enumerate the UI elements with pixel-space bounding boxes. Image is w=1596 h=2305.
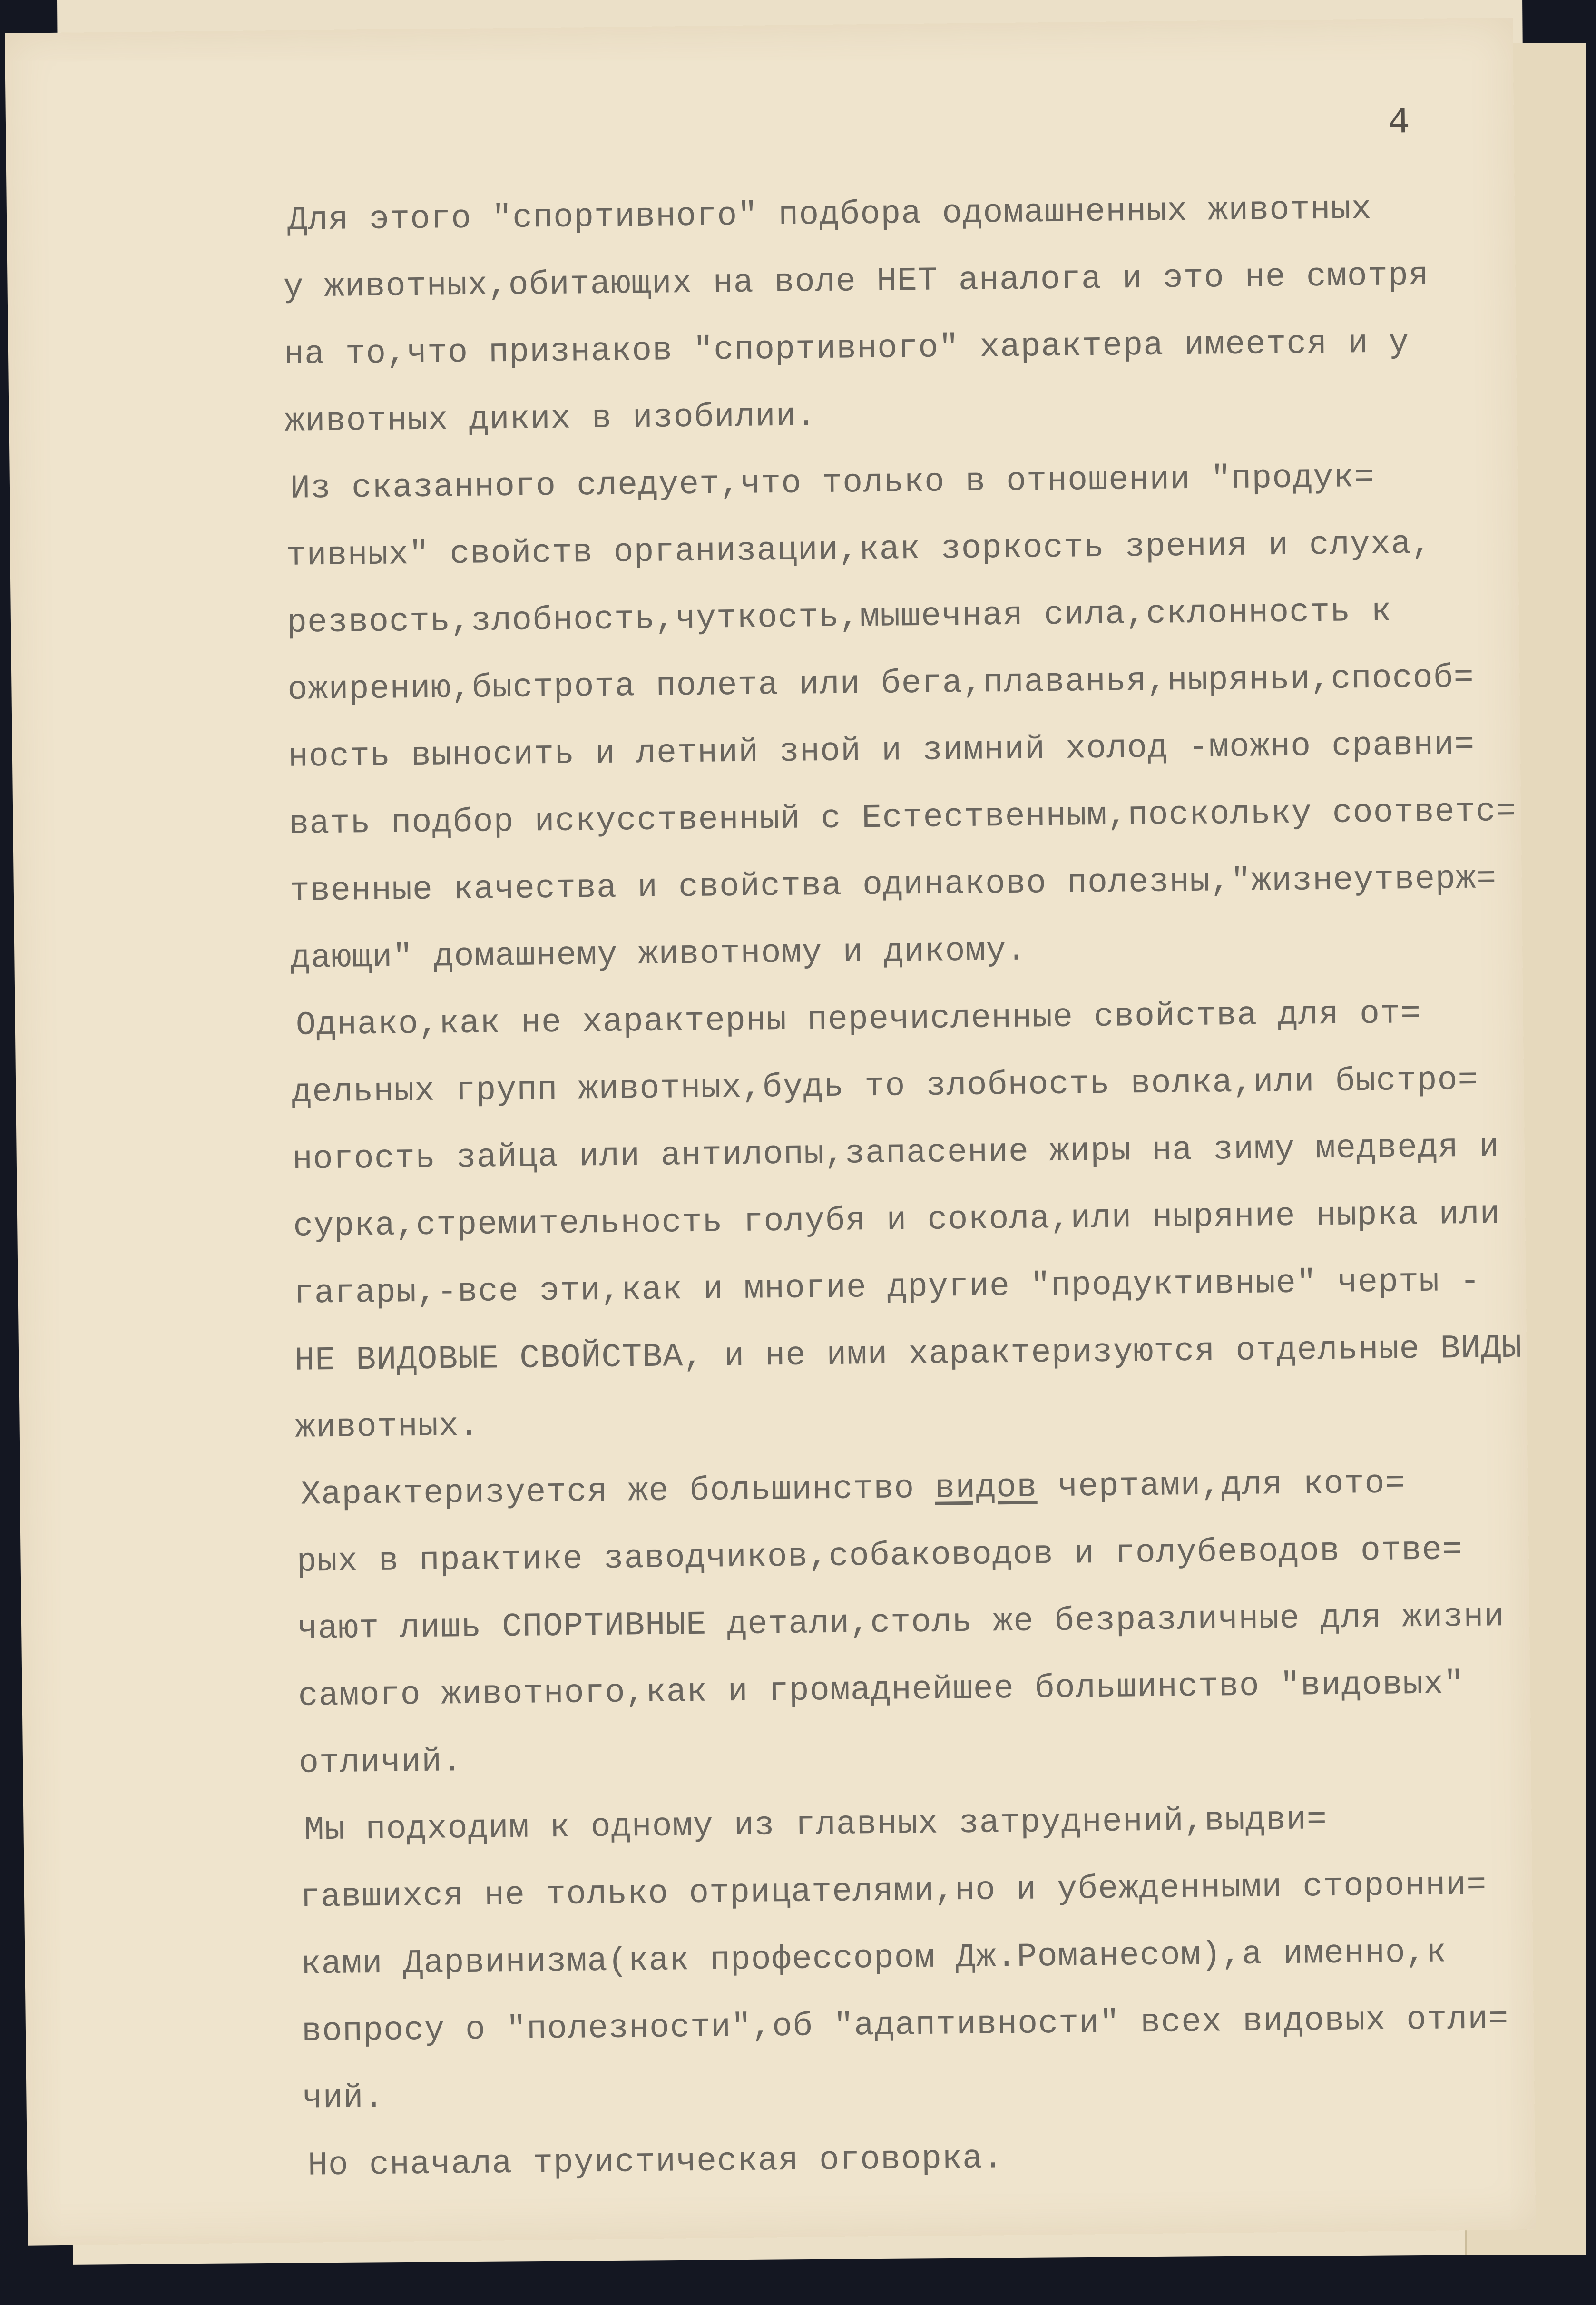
page-number: 4 bbox=[1387, 102, 1410, 144]
text-line: ногость зайца или антилопы,запасение жиры на зиму медведя и bbox=[292, 1128, 1500, 1179]
text-line: вать подбор искусственный с Естественным,поскольку соответс= bbox=[289, 793, 1517, 844]
text-line: гавшихся не только отрицателями,но и убежденными сторонни= bbox=[300, 1866, 1487, 1917]
text-line: Но сначала труистическая оговорка. bbox=[307, 2140, 1004, 2185]
text-line: рых в практике заводчиков,собаководов и голубеводов отве= bbox=[296, 1531, 1463, 1581]
line-end: чертами,для кото= bbox=[1037, 1465, 1406, 1507]
text-line: самого животного,как и громаднейшее большинство "видовых" bbox=[298, 1666, 1465, 1716]
text-line: дающи" домашнему животному и дикому. bbox=[290, 932, 1027, 978]
text-line: Однако,как не характерны перечисленные свойства для от= bbox=[295, 995, 1421, 1045]
line-start: Характеризуется же большинство bbox=[300, 1470, 935, 1514]
text-line: тивных" свойств организации,как зоркость зрения и слуха, bbox=[286, 525, 1432, 575]
paragraph-3 bbox=[291, 979, 1566, 1462]
paragraph-4 bbox=[296, 1449, 1569, 1797]
text-line: сурка,стремительность голубя и сокола,или ныряние нырка или bbox=[293, 1196, 1500, 1246]
text-line: на то,что признаков "спортивного" характера имеется и у bbox=[284, 324, 1410, 374]
underlined-word: видов bbox=[934, 1469, 1038, 1508]
text-line: вопросу о "полезности",об "адаптивности" всех видовых отли= bbox=[301, 2001, 1509, 2051]
text-line: отличий. bbox=[298, 1743, 463, 1783]
text-line: Из сказанного следует,что только в отношении "продук= bbox=[290, 459, 1375, 508]
text-line: чают лишь СПОРТИВНЫЕ детали,столь же безразличные для жизни bbox=[297, 1598, 1505, 1648]
text-line: у животных,обитающих на воле НЕТ аналога и это не смотря bbox=[283, 257, 1430, 307]
text-line: дельных групп животных,будь то злобность волка,или быстро= bbox=[291, 1061, 1479, 1112]
text-line: ками Дарвинизма(как профессором Дж.Романесом),а именно,к bbox=[301, 1934, 1447, 1984]
page-body bbox=[283, 174, 1573, 2200]
text-line: твенные качества и свойства одинаково полезны,"жизнеутверж= bbox=[289, 860, 1497, 911]
text-line: Мы подходим к одному из главных затруднений,выдви= bbox=[304, 1801, 1328, 1850]
text-line: чий. bbox=[302, 2079, 384, 2118]
text-line bbox=[300, 1449, 1566, 1529]
text-line: резвость,злобность,чуткость,мышечная сила,склонность к bbox=[286, 593, 1392, 642]
text-line: ность выносить и летний зной и зимний холод -можно сравни= bbox=[288, 726, 1475, 776]
paragraph-5 bbox=[300, 1784, 1573, 2133]
text-line: НЕ ВИДОВЫЕ СВОЙСТВА, и не ими характеризуются отдельные ВИДЫ bbox=[294, 1329, 1522, 1380]
text-line: животных. bbox=[295, 1407, 480, 1447]
typewritten-page bbox=[5, 18, 1536, 2246]
text-line: гагары,-все эти,как и многие другие "продуктивные" черты - bbox=[294, 1263, 1481, 1313]
text-line: животных диких в изобилии. bbox=[284, 398, 817, 441]
paragraph-2 bbox=[286, 442, 1561, 992]
text-line: ожирению,быстрота полета или бега,плаванья,ныряньи,способ= bbox=[287, 659, 1475, 709]
paragraph-1 bbox=[283, 174, 1555, 456]
paragraph-6 bbox=[307, 2119, 1573, 2200]
text-line: Для этого "спортивного" подбора одомашненных животных bbox=[287, 190, 1372, 240]
